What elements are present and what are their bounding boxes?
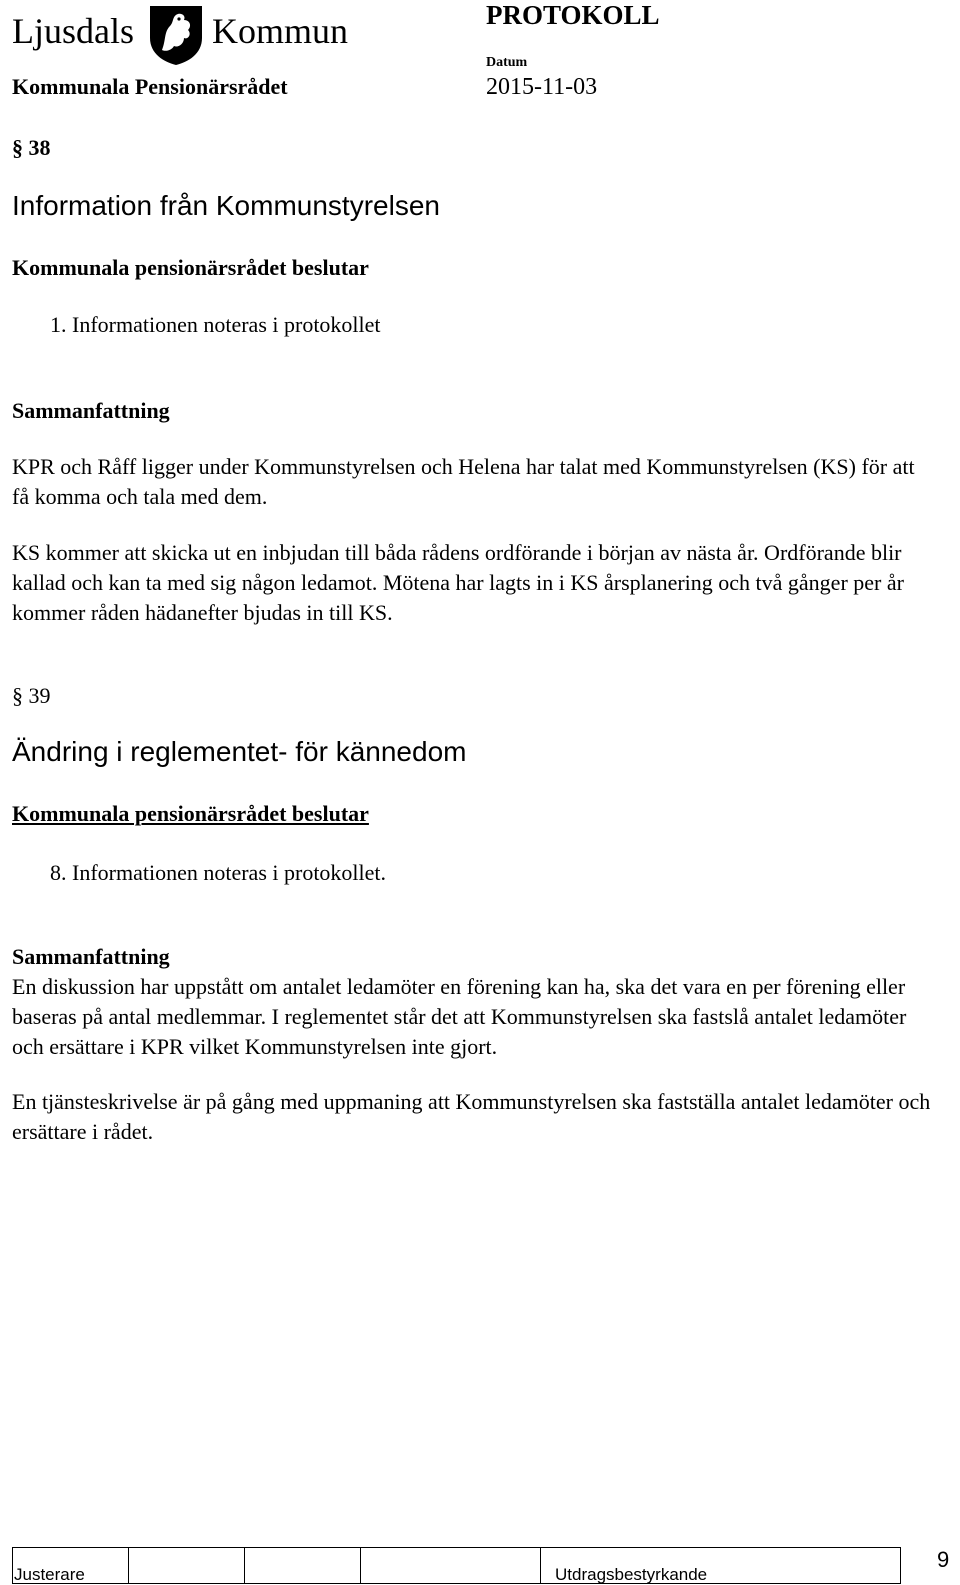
coat-of-arms-icon — [148, 4, 204, 66]
decision-label: Kommunala pensionärsrådet beslutar — [12, 255, 369, 280]
section-number-value: 38 — [28, 135, 51, 160]
logo-text-right: Kommun — [212, 11, 349, 51]
section-number — [12, 135, 51, 161]
summary-paragraph: En tjänsteskrivelse är på gång med uppmaning att Kommunstyrelsen ska fastställa antalet ledamöter och ersättare i rådet. — [12, 1089, 931, 1144]
section-title: Information från Kommunstyrelsen — [12, 190, 440, 221]
decision-label: Kommunala pensionärsrådet beslutar — [12, 801, 369, 826]
footer — [12, 1547, 960, 1583]
summary-paragraph: KPR och Råff ligger under Kommunstyrelsen och Helena har talat med Kommunstyrelsen (KS) för att få komma och tala med dem. — [12, 454, 915, 509]
summary-label: Sammanfattning — [12, 944, 170, 969]
municipality-logo — [12, 4, 349, 64]
date-label: Datum — [486, 55, 528, 70]
summary-paragraph: KS kommer att skicka ut en inbjudan till båda rådens ordförande i början av nästa år. Ordförande blir kallad och kan ta med sig någon ledamot. Mötena har lagts in i KS årsplanering och två gånger per år kommer råden hädanefter bjudas in till KS. — [12, 540, 904, 625]
section-number-value: 39 — [28, 683, 51, 708]
justerare-label: Justerare — [14, 1565, 85, 1584]
utdragsbestyrkande-label: Utdragsbestyrkande — [555, 1565, 708, 1584]
section-number — [12, 683, 51, 709]
signature-cell — [361, 1548, 541, 1584]
summary-paragraph: En diskussion har uppstått om antalet ledamöter en förening kan ha, ska det vara en per förening eller baseras på antal medlemmar. I reglementet står det att Kommunstyrelsen ska fastslå antalet ledamöter och ersättare i KPR vilket Kommunstyrelsen inte gjort. — [12, 974, 907, 1059]
document-type: PROTOKOLL — [486, 0, 660, 30]
signature-cell — [129, 1548, 245, 1584]
logo-text-left: Ljusdals — [12, 11, 134, 51]
page-number: 9 — [937, 1547, 950, 1572]
decision-item: 8. Informationen noteras i protokollet. — [50, 860, 387, 885]
summary-label: Sammanfattning — [12, 398, 170, 423]
section-title: Ändring i reglementet- för kännedom — [12, 736, 467, 767]
section-symbol: § — [12, 135, 23, 160]
date-value: 2015-11-03 — [486, 74, 598, 100]
signature-table — [12, 1547, 901, 1584]
section-symbol: § — [12, 683, 23, 708]
signature-cell — [245, 1548, 361, 1584]
decision-item: 1. Informationen noteras i protokollet — [50, 312, 381, 337]
organization-name: Kommunala Pensionärsrådet — [12, 74, 288, 99]
